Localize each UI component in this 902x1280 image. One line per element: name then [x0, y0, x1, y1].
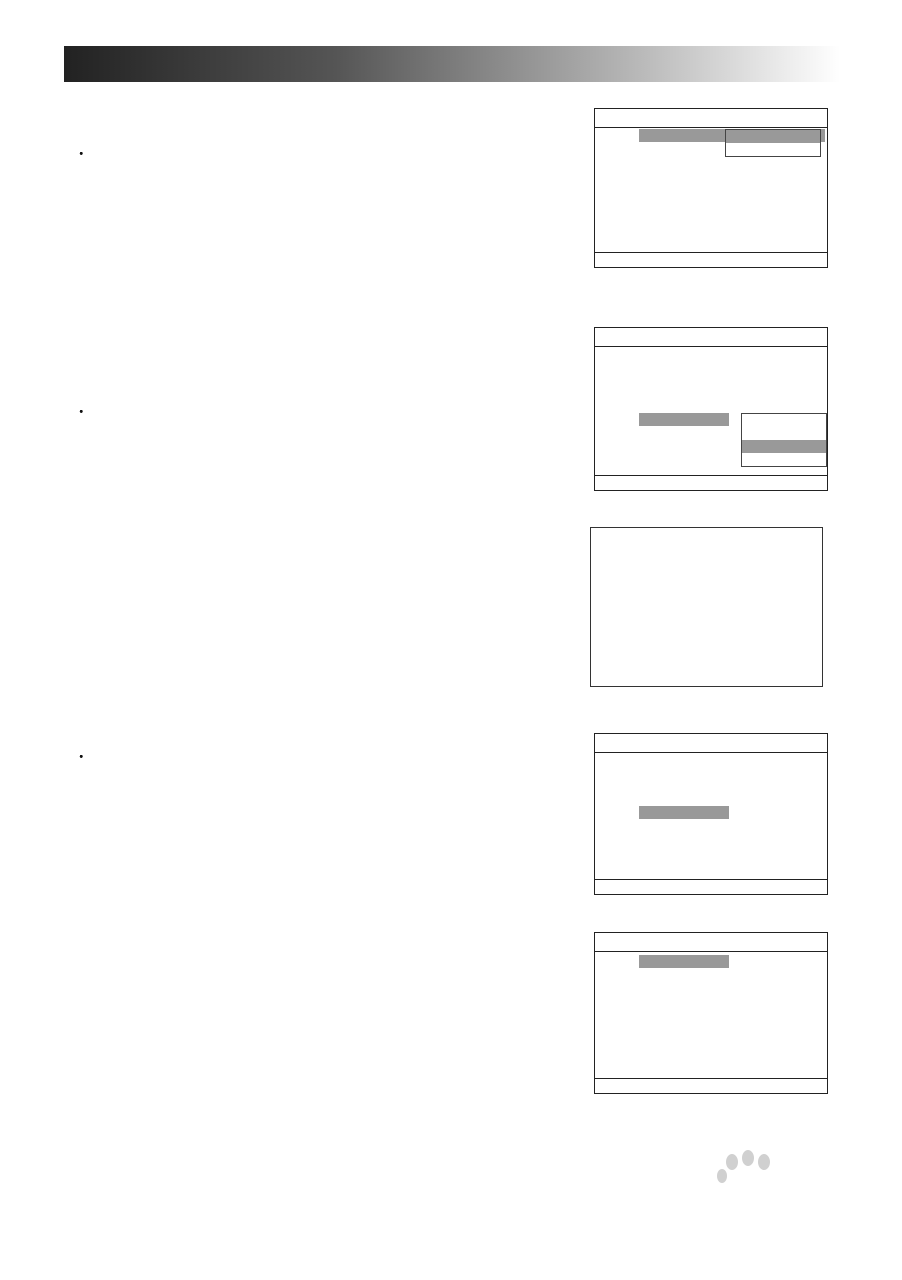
osd-title	[595, 328, 827, 347]
eq-bands-graphic	[595, 952, 827, 1078]
dropdown-option[interactable]	[726, 143, 820, 156]
osd-sound-menu-2	[594, 327, 828, 491]
dropdown-option[interactable]	[742, 440, 826, 453]
dropdown-option[interactable]	[726, 130, 820, 143]
dropdown-onoff[interactable]	[725, 129, 821, 157]
osd-title	[595, 933, 827, 952]
dropdown-option[interactable]	[742, 414, 826, 427]
osd-title	[595, 109, 827, 128]
paw-logo-icon	[640, 1148, 840, 1248]
osd-sound-menu-1	[594, 108, 828, 268]
osd-sound-menu-3	[594, 733, 828, 895]
dropdown-sound-mode[interactable]	[741, 413, 827, 467]
row-highlight	[639, 806, 729, 819]
osd-footer	[595, 252, 827, 267]
dropdown-option[interactable]	[742, 453, 826, 466]
section-banner	[64, 46, 840, 82]
osd-footer	[595, 879, 827, 894]
dropdown-option[interactable]	[742, 427, 826, 440]
osd-footer	[595, 1078, 827, 1093]
baidu-watermark	[640, 1148, 840, 1248]
osd-footer	[595, 475, 827, 490]
row-highlight	[639, 413, 729, 426]
osd-equalizer-menu	[594, 932, 828, 1094]
tv-screen-preview	[590, 527, 823, 687]
osd-title	[595, 734, 827, 753]
